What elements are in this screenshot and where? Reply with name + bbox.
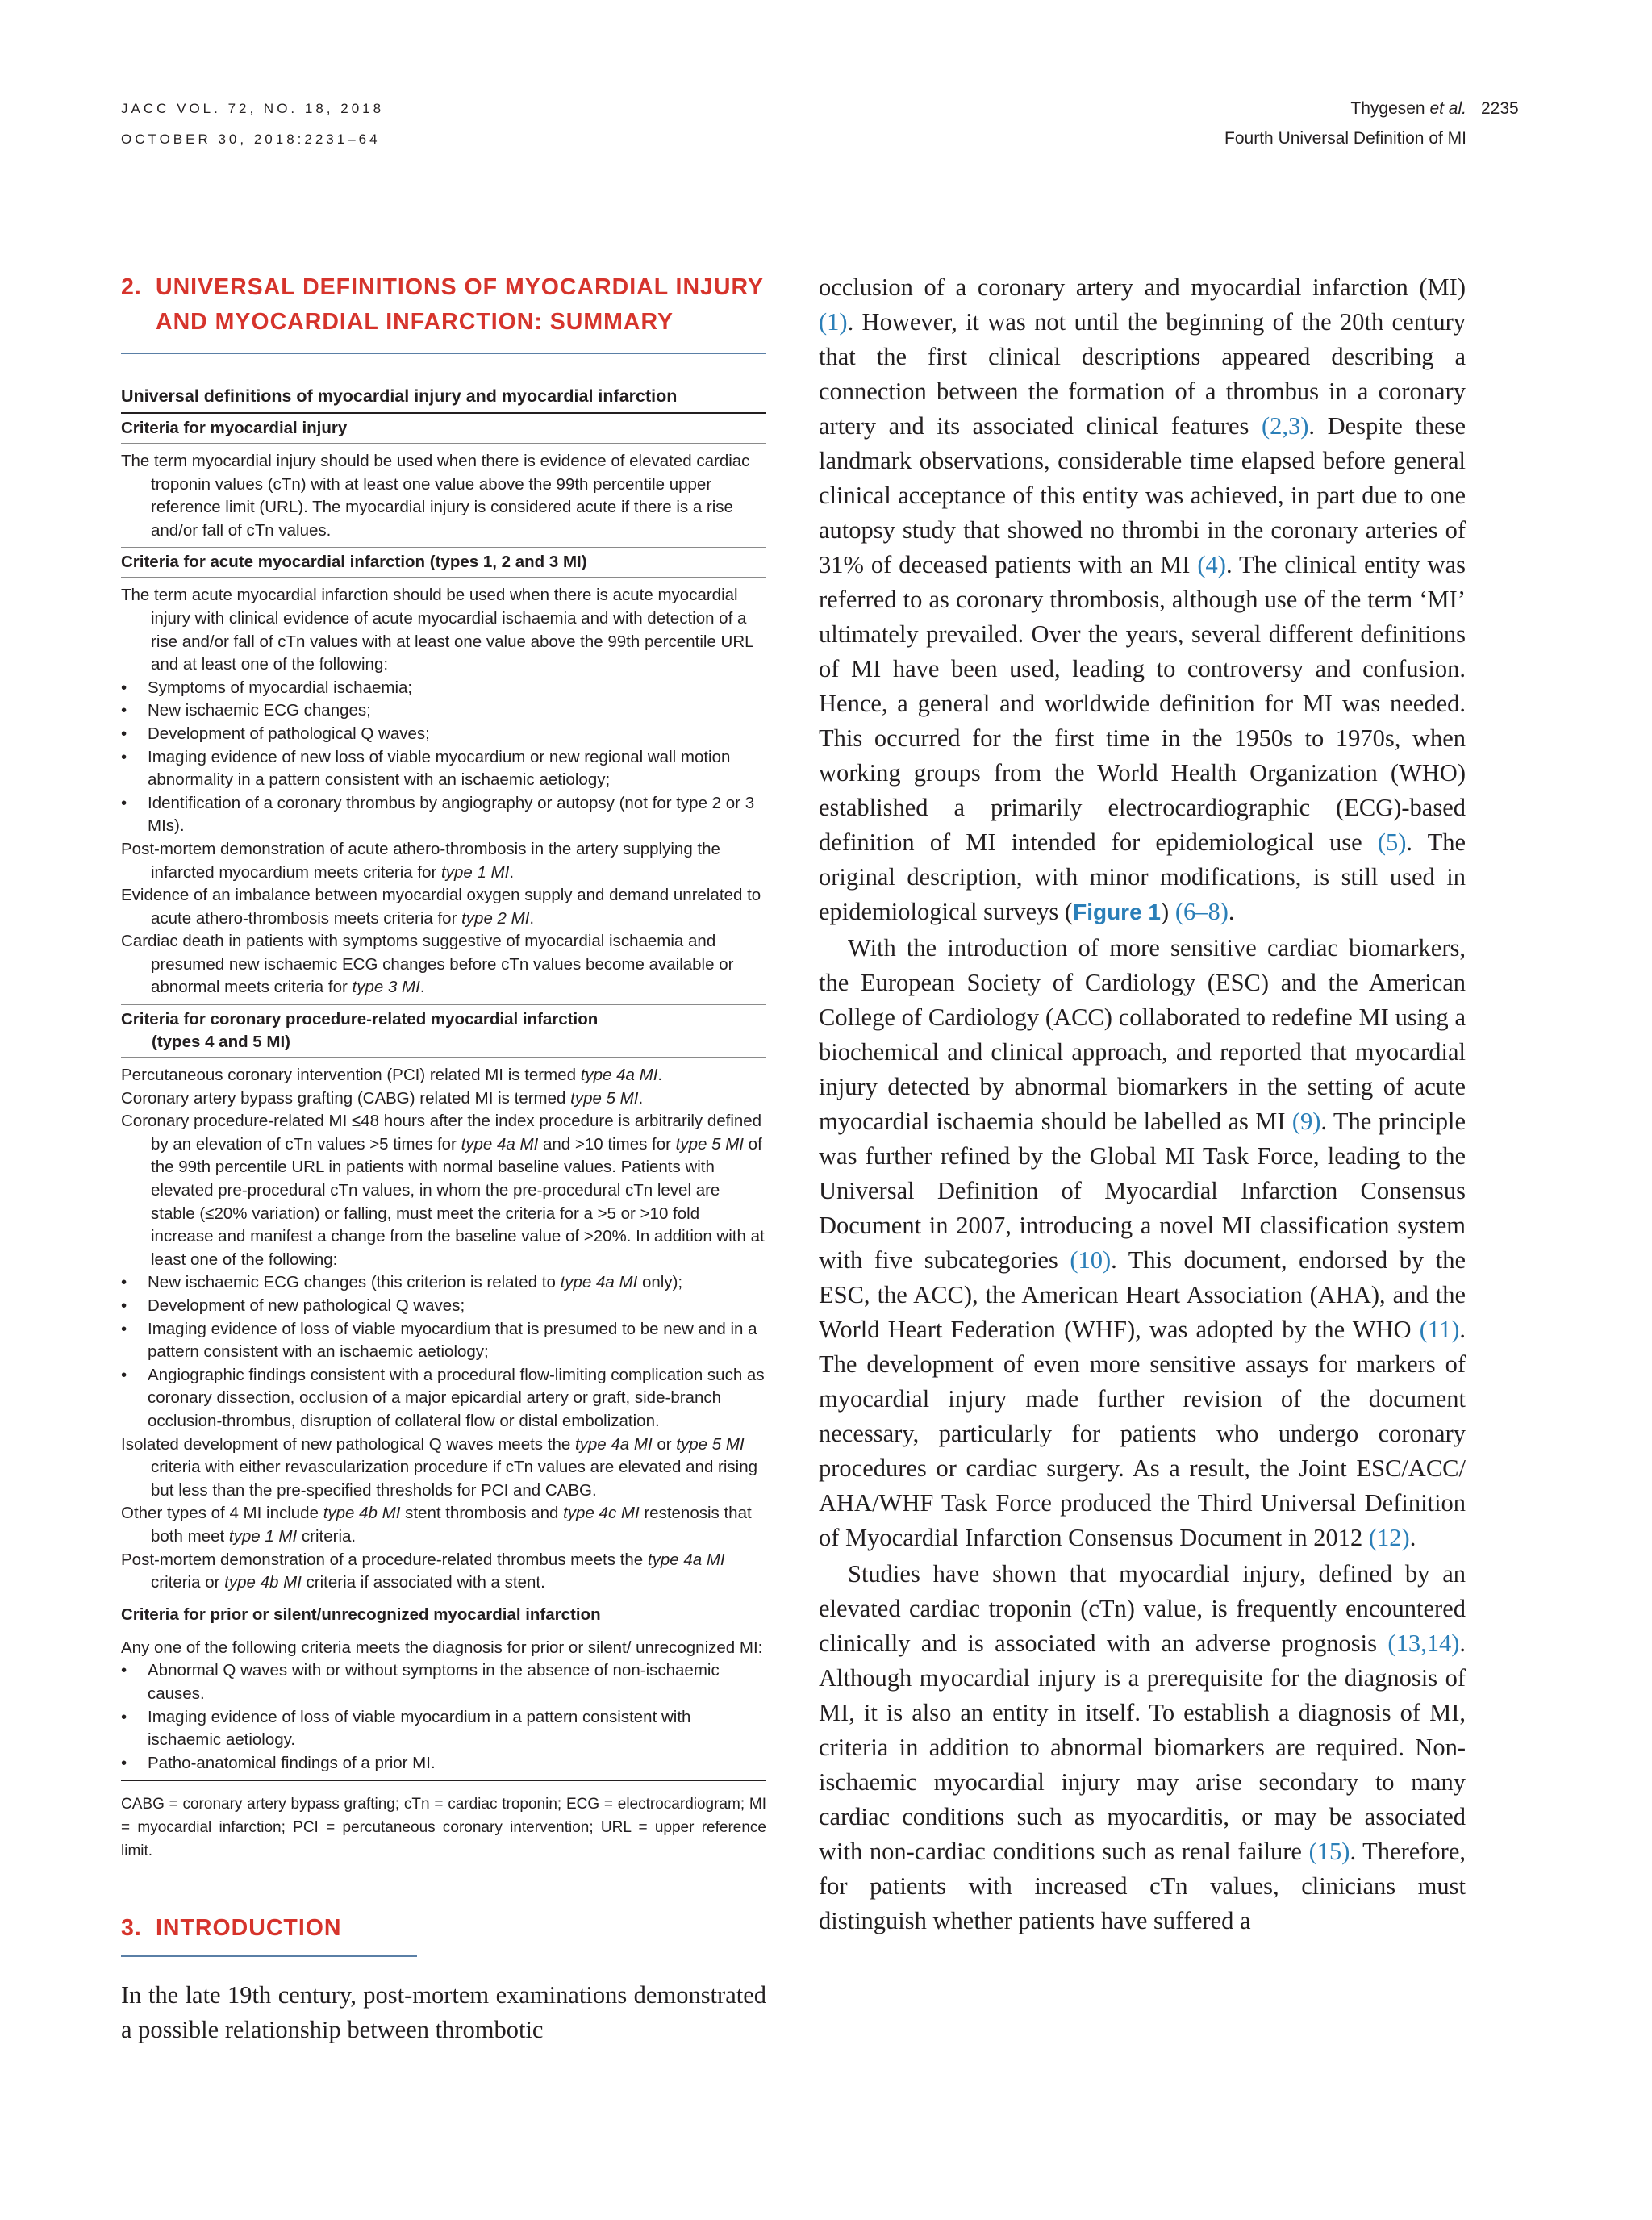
body-paragraph: occlusion of a coronary artery and myocardial infarction (MI) (1). However, it was not until the beginning of the 20th century that the first clinical descriptions appeared describing a connection between the formation of a thrombus in a coronary artery and its associated clinical features (2,3). Despite these landmark observations, considerable time elapsed before general clinical acceptance of this entity was achieved, in part due to one autopsy study that showed no thrombi in the coronary arteries of 31% of deceased patients with an MI (4). The clinical entity was referred to as coronary thrombosis, although use of the term ‘MI’ ultimately prevailed. Over the years, several different definitions of MI have been used, leading to controversy and confusion. Hence, a general and worldwide definition for MI was needed. This occurred for the first time in the 1950s to 1970s, when working groups from the World Health Organization (WHO) established a primarily electrocardiographic (ECG)-based definition of MI intended for epidemiological use (5). The original description, with minor modifications, is still used in epidemiological surveys (Figure 1) (6–8). <box>819 273 1466 925</box>
list-item: • Patho-anatomical findings of a prior MI. <box>121 1752 766 1776</box>
citation-link[interactable]: (6–8) <box>1174 898 1229 925</box>
citation-link[interactable]: (2,3) <box>1261 412 1309 440</box>
citation-link[interactable]: (10) <box>1070 1246 1112 1274</box>
citation-link[interactable]: (5) <box>1377 828 1407 856</box>
citation-link[interactable]: (9) <box>1291 1108 1321 1135</box>
criteria-heading-procedure-mi: Criteria for coronary procedure-related myocardial infarction (types 4 and 5 MI) <box>121 1010 599 1052</box>
citation-link[interactable]: (1) <box>819 308 848 336</box>
list-item: • Abnormal Q waves with or without symptoms in the absence of non-ischaemic causes. <box>121 1659 766 1705</box>
criteria-procedure-mi-body: Percutaneous coronary intervention (PCI) related MI is termed type 4a MI. Coronary artery bypass grafting (CABG) related MI is termed type 5 MI. Coronary procedure-related MI ≤48 hours after the index procedure is arbitrarily defined by an elevation of cTn values >5 times for type 4a MI and >10 times for type 5 MI of the 99th percentile URL in patients with normal baseline values. Patients with elevated pre-procedural cTn values, in whom the pre-procedural cTn level are stable (≤20% variation) or falling, must meet the criteria for a >5 or >10 fold increase and manifest a change from the baseline value of >20%. In addition with at least one of the following: • New ischaemic ECG changes (this criterion is related to type 4a MI only); • Development of new pathological Q waves; • Imaging evidence of loss of viable myocardium that is presumed to be new and in a pattern consistent with an ischaemic aetiology; • Angiographic findings consistent with a procedural flow-limiting complication such as coronary dissection, occlusion of a major epicardial artery or graft, side-branch occlusion-thrombus, disruption of collateral flow or distal embolization. Isolated development of new pathological Q waves meets the type 4a MI or type 5 MI criteria with either revascularization procedure if cTn values are elevated and rising but less than the pre-specified thresholds for PCI and CABG. Other types of 4 MI include type 4b MI stent thrombosis and type 4c MI restenosis that both meet type 1 MI criteria. Post-mortem demonstration of a procedure-related thrombus meets the type 4a MI criteria or type 4b MI criteria if associated with a stent. <box>121 1058 766 1600</box>
citation-link[interactable]: (13,14) <box>1387 1630 1460 1657</box>
list-item: • Development of pathological Q waves; <box>121 723 766 746</box>
figure-link[interactable]: Figure 1 <box>1073 899 1162 924</box>
criteria-prior-mi-body: Any one of the following criteria meets the diagnosis for prior or silent/ unrecognized MI: • Abnormal Q waves with or without symptoms in the absence of non-ischaemic causes. • Imaging evidence of loss of viable myocardium in a pattern consistent with ischaemic aetiology. • Patho-anatomical findings of a prior MI. <box>121 1630 766 1780</box>
criteria-acute-mi-body: The term acute myocardial infarction should be used when there is acute myocardial injury with clinical evidence of acute myocardial ischaemia and with detection of a rise and/or fall of cTn values with at least one value above the 99th percentile URL and at least one of the following: • Symptoms of myocardial ischaemia; • New ischaemic ECG changes; • Development of pathological Q waves; • Imaging evidence of new loss of viable myocardium or new regional wall motion abnormality in a pattern consistent with an ischaemic aetiology; • Identification of a coronary thrombus by angiography or autopsy (not for type 2 or 3 MIs). Post-mortem demonstration of acute athero-thrombosis in the artery supplying the infarcted myocardium meets criteria for type 1 MI. Evidence of an imbalance between myocardial oxygen supply and demand unrelated to acute athero-thrombosis meets criteria for type 2 MI. Cardiac death in patients with symptoms suggestive of myocardial ischaemia and presumed new ischaemic ECG changes before cTn values become available or abnormal meets criteria for type 3 MI. <box>121 578 766 1004</box>
citation-link[interactable]: (11) <box>1419 1316 1460 1343</box>
running-author: Thygesen et al. <box>1350 99 1466 118</box>
criteria-heading-prior-mi: Criteria for prior or silent/unrecognized myocardial infarction <box>121 1604 601 1624</box>
citation-link[interactable]: (4) <box>1197 551 1226 578</box>
running-title: Fourth Universal Definition of MI <box>1224 129 1466 148</box>
table-footnote: CABG = coronary artery bypass grafting; cTn = cardiac troponin; ECG = electrocardiogram; MI = myocardial infarction; PCI = percutaneous coronary intervention; URL = upper reference limit. <box>121 1796 766 1860</box>
journal-date-pages: OCTOBER 30, 2018:2231–64 <box>121 131 381 147</box>
list-item: • New ischaemic ECG changes (this criterion is related to type 4a MI only); <box>121 1271 766 1295</box>
left-column <box>121 270 766 2047</box>
journal-volume: JACC VOL. 72, NO. 18, 2018 <box>121 101 385 116</box>
list-item: • Symptoms of myocardial ischaemia; <box>121 677 766 700</box>
section-2-heading: 2. UNIVERSAL DEFINITIONS OF MYOCARDIAL INJURY AND MYOCARDIAL INFARCTION: SUMMARY <box>121 274 765 335</box>
section-3-heading: 3. INTRODUCTION <box>121 1915 342 1942</box>
list-item: • Imaging evidence of loss of viable myocardium that is presumed to be new and in a pattern consistent with an ischaemic aetiology; <box>121 1318 766 1364</box>
criteria-injury-body: The term myocardial injury should be used when there is evidence of elevated cardiac troponin values (cTn) with at least one value above the 99th percentile upper reference limit (URL). The myocardial injury is considered acute if there is a rise and/or fall of cTn values. <box>121 452 750 540</box>
list-item: • New ischaemic ECG changes; <box>121 699 766 723</box>
criteria-heading-injury: Criteria for myocardial injury <box>121 419 348 437</box>
citation-link[interactable]: (15) <box>1308 1838 1350 1865</box>
citation-link[interactable]: (12) <box>1368 1524 1410 1551</box>
intro-paragraph: In the late 19th century, post-mortem examinations demonstrated a possible relationship between thrombotic <box>121 1981 766 2044</box>
right-column <box>819 270 1466 1938</box>
section-rule <box>121 353 766 354</box>
list-item: • Angiographic findings consistent with a procedural flow-limiting complication such as coronary dissection, occlusion of a major epicardial artery or graft, side-branch occlusion-thrombus, disruption of collateral flow or distal embolization. <box>121 1364 766 1433</box>
body-paragraph: Studies have shown that myocardial injury, defined by an elevated cardiac troponin (cTn) value, is frequently encountered clinically and is associated with an adverse prognosis (13,14). Although myocardial injury is a prerequisite for the diagnosis of MI, it is also an entity in itself. To establish a diagnosis of MI, criteria in addition to abnormal biomarkers are required. Non-ischaemic myocardial injury may arise secondary to many cardiac conditions such as myocarditis, or may be associated with non-cardiac conditions such as renal failure (15). Therefore, for patients with increased cTn values, clinicians must distinguish whether patients have suffered a <box>819 1560 1466 1934</box>
list-item: • Imaging evidence of loss of viable myocardium in a pattern consistent with ischaemic aetiology. <box>121 1706 766 1752</box>
table-title: Universal definitions of myocardial injury and myocardial infarction <box>121 386 678 406</box>
list-item: • Imaging evidence of new loss of viable myocardium or new regional wall motion abnormality in a pattern consistent with an ischaemic aetiology; <box>121 746 766 792</box>
body-paragraph: With the introduction of more sensitive cardiac biomarkers, the European Society of Cardiology (ESC) and the American College of Cardiology (ACC) collaborated to redefine MI using a biochemical and clinical approach, and reported that myocardial injury detected by abnormal biomarkers in the setting of acute myocardial ischaemia should be labelled as MI (9). The principle was further refined by the Global MI Task Force, leading to the Universal Definition of Myocardial Infarction Consensus Document in 2007, introducing a novel MI classification system with five subcategories (10). This document, endorsed by the ESC, the ACC), the American Heart Association (AHA), and the World Heart Federation (WHF), was adopted by the WHO (11). The development of even more sensitive assays for markers of myocardial injury made further revision of the document necessary, particularly for patients who undergo coronary procedures or cardiac surgery. As a result, the Joint ESC/ACC/ AHA/WHF Task Force produced the Third Universal Definition of Myocardial Infarction Consensus Document in 2012 (12). <box>819 934 1466 1551</box>
list-item: • Identification of a coronary thrombus by angiography or autopsy (not for type 2 or 3 MIs). <box>121 792 766 838</box>
criteria-heading-acute-mi: Criteria for acute myocardial infarction (types 1, 2 and 3 MI) <box>121 553 587 572</box>
page-number: 2235 <box>1481 99 1519 118</box>
list-item: • Development of new pathological Q waves; <box>121 1295 766 1318</box>
